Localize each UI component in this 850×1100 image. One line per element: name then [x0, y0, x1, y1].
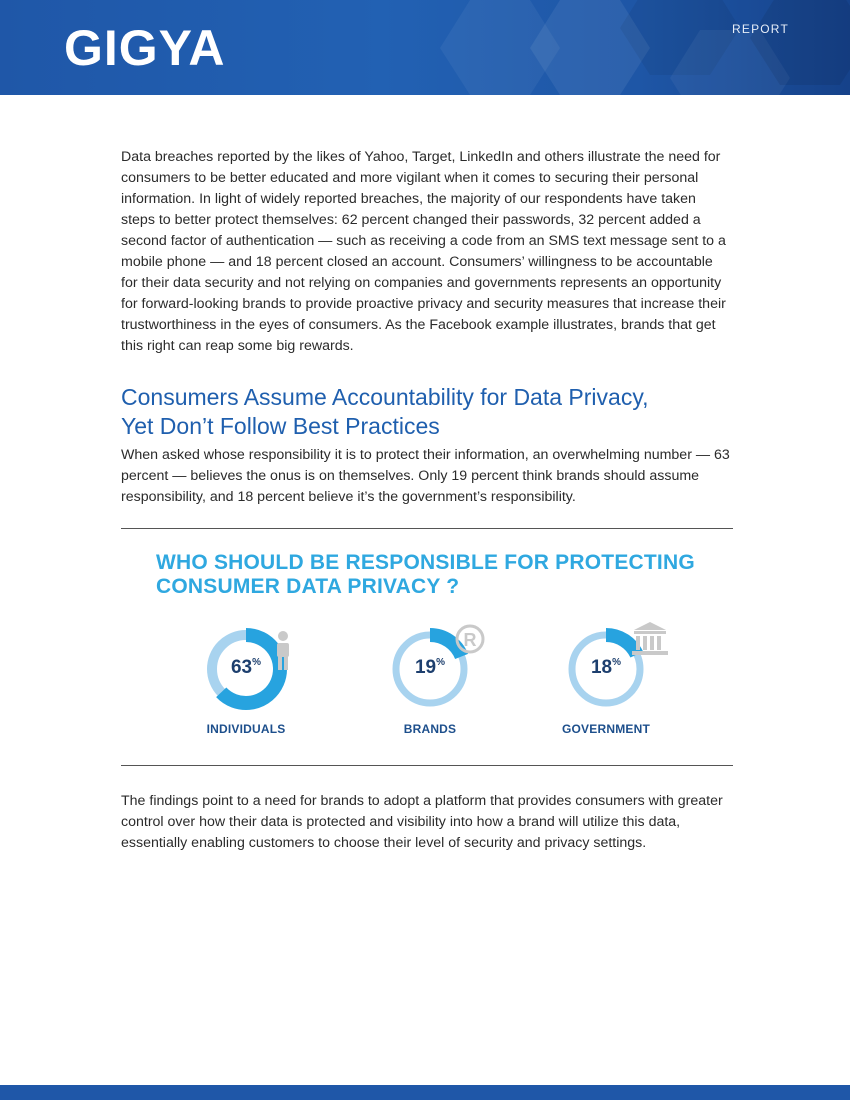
main-content — [121, 147, 733, 854]
section-heading-line2: Yet Don’t Follow Best Practices — [121, 413, 440, 439]
donut-group-government — [526, 617, 686, 747]
chart-title-line2: CONSUMER DATA PRIVACY ? — [156, 575, 460, 598]
section-paragraph: When asked whose responsibility it is to protect their information, an overwhelming number — 63 percent — believes the onus is on themselves. Only 19 percent think brands should assume responsibility, and 18 percent believe it’s the government’s responsibility. — [121, 447, 730, 505]
donut-group-brands — [350, 617, 510, 747]
value-label-government: 18% — [590, 657, 622, 678]
report-header — [0, 0, 850, 95]
registered-trademark-icon — [457, 626, 483, 652]
responsibility-chart — [121, 529, 733, 765]
report-label: REPORT — [732, 22, 789, 36]
gigya-logo: GIGYA — [64, 20, 226, 76]
footer-bar — [0, 1085, 850, 1100]
chart-title — [156, 551, 726, 599]
value-label-brands: 19% — [414, 657, 446, 678]
intro-paragraph: Data breaches reported by the likes of Yahoo, Target, LinkedIn and others illustrate the need for consumers to be better educated and more vigilant when it comes to securing their personal information. In light of widely reported breaches, the majority of our respondents have taken steps to better protect themselves: 62 percent changed their passwords, 32 percent added a second factor of authentication — such as receiving a code from an SMS text message sent to a mobile phone — and 18 percent closed an account. Consumers’ willingness to be accountable for their data security and not relying on companies and governments represents an opportunity for forward-looking brands to provide proactive privacy and security measures that increase their trustworthiness in the eyes of consumers. As the Facebook example illustrates, brands that get this right can reap some big rewards. — [121, 149, 726, 354]
value-label-individuals: 63% — [230, 657, 262, 678]
section-heading — [121, 383, 733, 441]
svg-text:R: R — [463, 630, 477, 650]
category-label-individuals: INDIVIDUALS — [206, 722, 286, 736]
category-label-government: GOVERNMENT — [561, 722, 650, 736]
section-heading-line1: Consumers Assume Accountability for Data Privacy, — [121, 384, 649, 410]
chart-title-line1: WHO SHOULD BE RESPONSIBLE FOR PROTECTING — [156, 551, 695, 574]
category-label-brands: BRANDS — [403, 722, 457, 736]
closing-paragraph: The findings point to a need for brands to adopt a platform that provides consumers with greater control over how their data is protected and visibility into how a brand will utilize this data, essentially enabling customers to choose their level of security and privacy settings. — [121, 793, 723, 851]
donut-group-individuals — [166, 617, 326, 747]
